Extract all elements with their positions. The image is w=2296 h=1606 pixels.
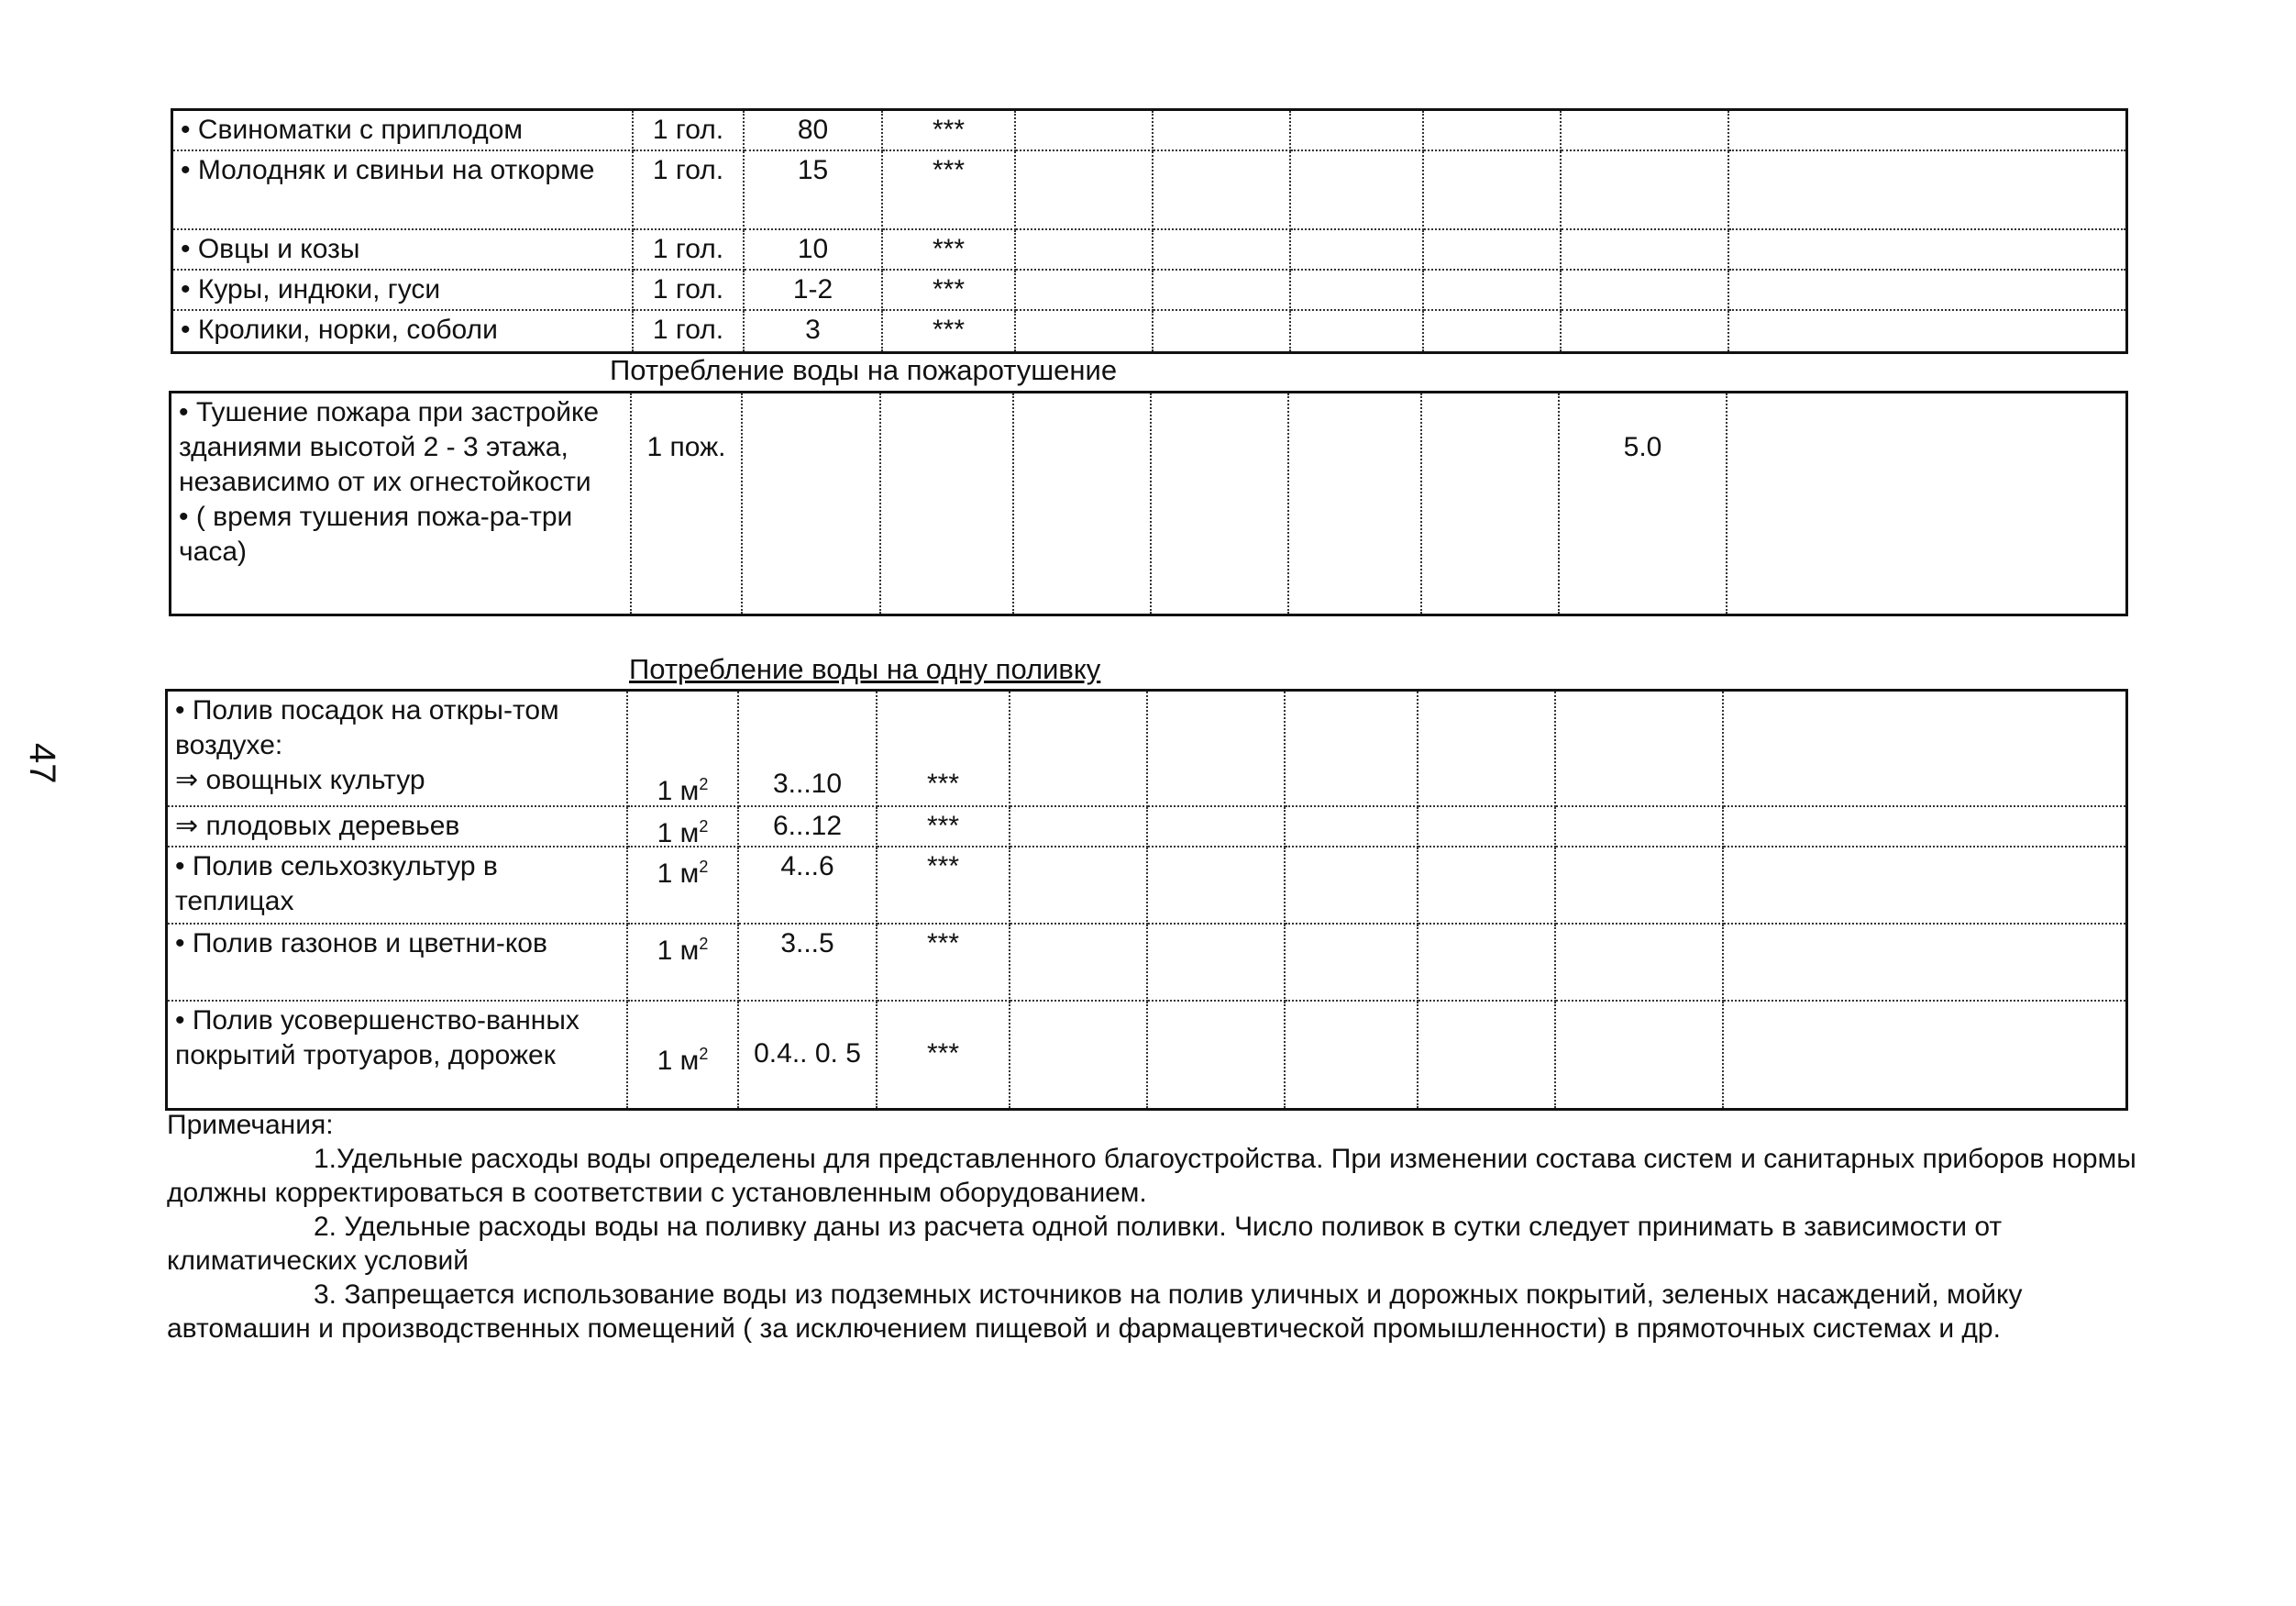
fire-table <box>169 391 2128 616</box>
empty-cell <box>1010 925 1148 1002</box>
empty-cell <box>1010 847 1148 925</box>
empty-cell <box>1424 151 1562 230</box>
empty-cell <box>881 393 1014 614</box>
table-row-name: • Овцы и козы <box>173 230 634 271</box>
empty-cell <box>1154 151 1291 230</box>
watering-row-value: 6...12 <box>739 807 878 847</box>
empty-cell <box>1556 1002 1724 1108</box>
empty-cell <box>1154 230 1291 271</box>
empty-cell <box>1291 271 1424 311</box>
livestock-table <box>171 108 2128 354</box>
table-row-mark: *** <box>883 230 1016 271</box>
table-row-unit: 1 гол. <box>634 311 745 351</box>
empty-cell <box>1286 807 1418 847</box>
watering-row-name: • Полив газонов и цветни-ков <box>168 925 628 1002</box>
empty-cell <box>1556 692 1724 807</box>
empty-cell <box>1291 230 1424 271</box>
watering-table <box>165 689 2128 1111</box>
empty-cell <box>1016 271 1154 311</box>
table-row-value: 80 <box>745 111 883 151</box>
note-item: 2. Удельные расходы воды на поливку даны из расчета одной поливки. Число поливок в сутки следует принимать в зависимости от климатических условий <box>167 1212 2003 1276</box>
table-row-value: 3 <box>745 311 883 351</box>
watering-row-mark: *** <box>878 1002 1010 1108</box>
watering-row-value: 4...6 <box>739 847 878 925</box>
empty-cell <box>1010 692 1148 807</box>
empty-cell <box>1016 311 1154 351</box>
empty-cell <box>1562 271 1729 311</box>
empty-cell <box>1291 311 1424 351</box>
watering-row-mark: *** <box>878 692 1010 807</box>
empty-cell <box>1418 692 1556 807</box>
empty-cell <box>1724 925 2125 1002</box>
empty-cell <box>1424 271 1562 311</box>
watering-section-title: Потребление воды на одну поливку <box>629 653 1101 685</box>
empty-cell <box>1424 111 1562 151</box>
table-row-unit: 1 гол. <box>634 230 745 271</box>
empty-cell <box>1154 311 1291 351</box>
empty-cell <box>1010 807 1148 847</box>
note-item: 1.Удельные расходы воды определены для представленного благоустройства. При изменении состава систем и санитарных приборов нормы должны корректироваться в соответствии с установленным оборудованием. <box>167 1144 2136 1208</box>
table-row-value: 15 <box>745 151 883 230</box>
empty-cell <box>1286 692 1418 807</box>
table-row-mark: *** <box>883 311 1016 351</box>
table-row-unit: 1 гол. <box>634 111 745 151</box>
watering-row-name: • Полив посадок на откры-том воздухе: <box>175 695 559 760</box>
empty-cell <box>1291 151 1424 230</box>
fire-row-name: • Тушение пожара при застройке зданиями высотой 2 - 3 этажа, независимо от их огнестойкости <box>179 397 600 497</box>
table-row-name: • Молодняк и свиньи на откорме <box>173 151 634 230</box>
watering-row-mark: *** <box>878 925 1010 1002</box>
empty-cell <box>1286 925 1418 1002</box>
empty-cell <box>1729 311 2125 351</box>
empty-cell <box>1010 1002 1148 1108</box>
watering-row-name: • Полив сельхозкультур в теплицах <box>168 847 628 925</box>
watering-row-unit: 1 $м^2$ <box>628 925 739 1002</box>
empty-cell <box>1556 807 1724 847</box>
empty-cell <box>1729 271 2125 311</box>
empty-cell <box>1729 111 2125 151</box>
table-row-name: • Куры, индюки, гуси <box>173 271 634 311</box>
empty-cell <box>1729 151 2125 230</box>
notes-heading: Примечания: <box>167 1110 334 1140</box>
empty-cell <box>1724 692 2125 807</box>
table-row-value: 1-2 <box>745 271 883 311</box>
watering-row-unit: 1 $м^2$ <box>628 692 739 807</box>
note-item: 3. Запрещается использование воды из подземных источников на полив уличных и дорожных покрытий, зеленых насаждений, мойку автомашин и производственных помещений ( за исключением пищевой и фармацевтической промышленности) в прямоточных системах и др. <box>167 1279 2023 1344</box>
empty-cell <box>1154 271 1291 311</box>
empty-cell <box>1148 807 1286 847</box>
empty-cell <box>1724 807 2125 847</box>
table-row-unit: 1 гол. <box>634 271 745 311</box>
fire-row-value: 5.0 <box>1560 393 1728 614</box>
empty-cell <box>1016 230 1154 271</box>
empty-cell <box>1556 847 1724 925</box>
empty-cell <box>1424 230 1562 271</box>
empty-cell <box>1562 311 1729 351</box>
table-row-name: • Свиноматки с приплодом <box>173 111 634 151</box>
empty-cell <box>1556 925 1724 1002</box>
fire-row-unit: 1 пож. <box>632 393 743 614</box>
empty-cell <box>1154 111 1291 151</box>
empty-cell <box>1728 393 2125 614</box>
empty-cell <box>1562 230 1729 271</box>
watering-row-sub: ⇒ овощных культур <box>175 765 425 795</box>
empty-cell <box>1286 847 1418 925</box>
empty-cell <box>1418 847 1556 925</box>
table-row-name: • Кролики, норки, соболи <box>173 311 634 351</box>
table-row-mark: *** <box>883 151 1016 230</box>
empty-cell <box>1424 311 1562 351</box>
empty-cell <box>1729 230 2125 271</box>
notes-section <box>167 1108 2147 1346</box>
fire-row-name-cell <box>171 393 632 614</box>
empty-cell <box>1422 393 1560 614</box>
watering-row-name: ⇒ плодовых деревьев <box>168 807 628 847</box>
table-row-unit: 1 гол. <box>634 151 745 230</box>
empty-cell <box>1562 111 1729 151</box>
empty-cell <box>1148 1002 1286 1108</box>
empty-cell <box>1148 925 1286 1002</box>
empty-cell <box>743 393 881 614</box>
watering-row-mark: *** <box>878 847 1010 925</box>
empty-cell <box>1148 847 1286 925</box>
empty-cell <box>1724 847 2125 925</box>
empty-cell <box>1016 111 1154 151</box>
watering-row-name-cell <box>168 692 628 807</box>
empty-cell <box>1152 393 1289 614</box>
empty-cell <box>1418 807 1556 847</box>
watering-row-unit: 1 $м^2$ <box>628 847 739 925</box>
empty-cell <box>1418 1002 1556 1108</box>
watering-row-value: 3...5 <box>739 925 878 1002</box>
empty-cell <box>1286 1002 1418 1108</box>
empty-cell <box>1724 1002 2125 1108</box>
empty-cell <box>1291 111 1424 151</box>
watering-row-name: • Полив усовершенство-ванных покрытий тротуаров, дорожек <box>168 1002 628 1108</box>
watering-row-value: 3...10 <box>739 692 878 807</box>
empty-cell <box>1289 393 1422 614</box>
empty-cell <box>1014 393 1152 614</box>
empty-cell <box>1148 692 1286 807</box>
fire-section-title: Потребление воды на пожаротушение <box>610 354 1118 386</box>
watering-row-unit: 1 $м^2$ <box>628 807 739 847</box>
fire-row-note: • ( время тушения пожа-ра-три часа) <box>179 502 573 567</box>
page-number: 47 <box>22 743 62 784</box>
watering-row-value: 0.4.. 0. 5 <box>739 1002 878 1108</box>
empty-cell <box>1418 925 1556 1002</box>
empty-cell <box>1562 151 1729 230</box>
watering-row-unit: 1 $м^2$ <box>628 1002 739 1108</box>
table-row-mark: *** <box>883 111 1016 151</box>
watering-row-mark: *** <box>878 807 1010 847</box>
table-row-mark: *** <box>883 271 1016 311</box>
empty-cell <box>1016 151 1154 230</box>
table-row-value: 10 <box>745 230 883 271</box>
